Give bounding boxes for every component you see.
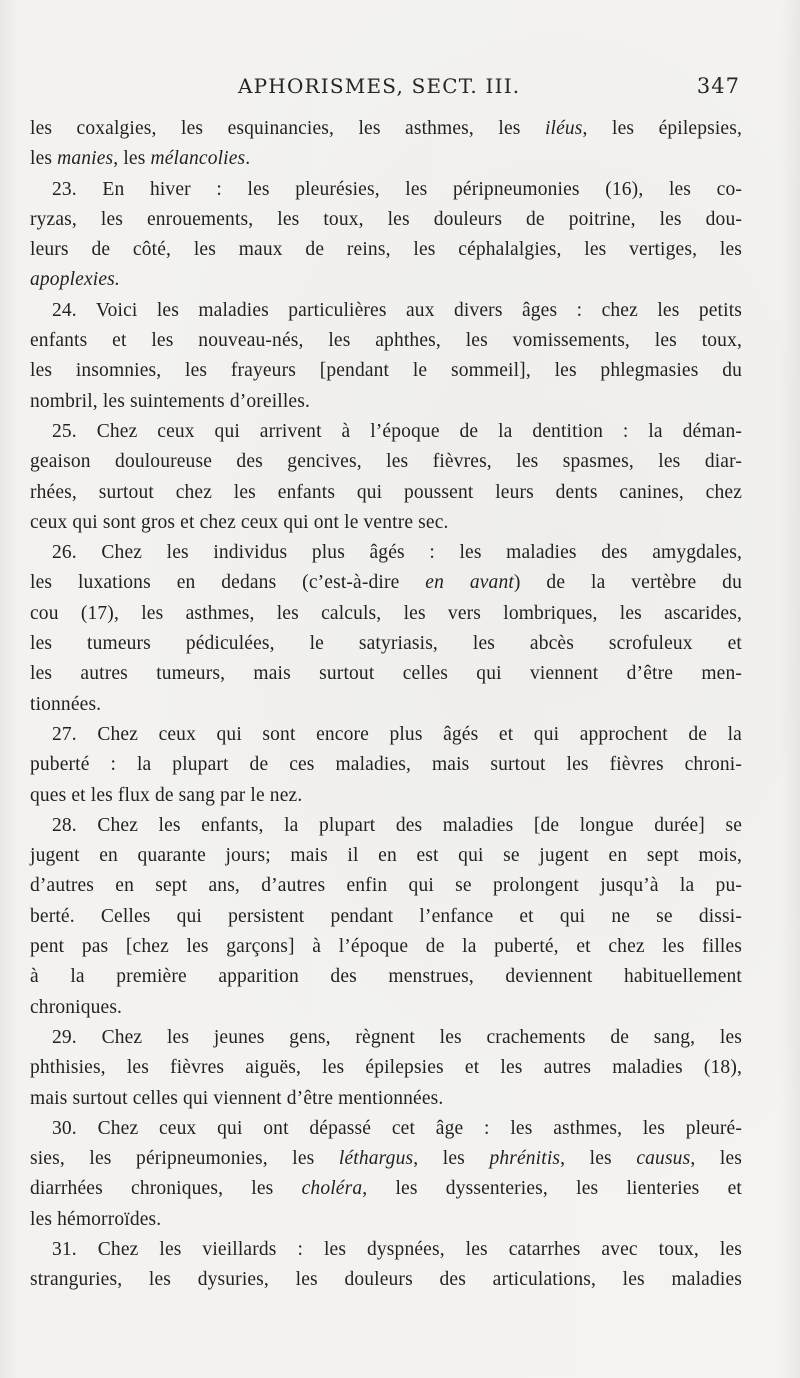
italic-term: iléus xyxy=(544,118,583,139)
text-line: d’autres en sept ans, d’autres enfin qui se prolongent jusqu’à la pu- xyxy=(30,875,742,897)
running-header xyxy=(28,74,740,104)
text-line: cou (17), les asthmes, les calculs, les vers lombriques, les ascarides, xyxy=(30,602,742,624)
text-line: stranguries, les dysuries, les douleurs des articulations, les maladies xyxy=(30,1269,742,1291)
text-line: 28. Chez les enfants, la plupart des maladies [de longue durée] se xyxy=(52,814,742,836)
text-line: 30. Chez ceux qui ont dépassé cet âge : les asthmes, les pleuré- xyxy=(52,1117,742,1139)
text-line: leurs de côté, les maux de reins, les céphalalgies, les vertiges, les xyxy=(30,239,742,261)
text-line: les tumeurs pédiculées, le satyriasis, les abcès scrofuleux et xyxy=(30,633,742,655)
text-line: 29. Chez les jeunes gens, règnent les crachements de sang, les xyxy=(52,1026,742,1048)
text-line: 23. En hiver : les pleurésies, les péripneumonies (16), les co- xyxy=(52,178,742,200)
text-line: apoplexies. xyxy=(30,269,120,291)
text-line: les insomnies, les frayeurs [pendant le sommeil], les phlegmasies du xyxy=(30,360,742,382)
text-line: les autres tumeurs, mais surtout celles qui viennent d’être men- xyxy=(30,663,742,685)
italic-term: phrénitis xyxy=(489,1148,561,1170)
text-line: les hémorroïdes. xyxy=(30,1208,162,1230)
text-line: à la première apparition des menstrues, deviennent habituellement xyxy=(30,966,742,988)
text-line: geaison douloureuse des gencives, les fièvres, les spasmes, les diar- xyxy=(30,451,742,473)
text-line: diarrhées chroniques, les choléra, les dyssenteries, les lienteries et xyxy=(30,1178,742,1200)
italic-term: causus xyxy=(636,1148,691,1170)
text-line: puberté : la plupart de ces maladies, mais surtout les fièvres chroni- xyxy=(30,754,742,776)
italic-term: manies xyxy=(57,148,114,170)
text-line: 31. Chez les vieillards : les dyspnées, les catarrhes avec toux, les xyxy=(52,1238,742,1260)
text-line: tionnées. xyxy=(30,693,102,715)
page-number: 347 xyxy=(696,74,740,98)
text-line: phthisies, les fièvres aiguës, les épilepsies et les autres maladies (18), xyxy=(30,1057,742,1079)
text-line: berté. Celles qui persistent pendant l’enfance et qui ne se dissi- xyxy=(30,905,742,927)
text-line: enfants et les nouveau-nés, les aphthes, les vomissements, les toux, xyxy=(30,330,742,352)
text-line: chroniques. xyxy=(30,996,123,1018)
text-line: sies, les péripneumonies, les léthargus, les phrénitis, les causus, les xyxy=(30,1148,743,1170)
text-line: ques et les flux de sang par le nez. xyxy=(30,784,303,806)
text-line: pent pas [chez les garçons] à l’époque de la puberté, et chez les filles xyxy=(30,936,742,958)
section-title: APHORISMES, SECT. III. xyxy=(238,74,521,98)
text-line: les luxations en dedans (c’est-à-dire en avant) de la vertèbre du xyxy=(30,572,742,594)
text-line: 26. Chez les individus plus âgés : les maladies des amygdales, xyxy=(52,542,742,564)
italic-term: léthargus xyxy=(338,1148,414,1170)
text-line: rhées, surtout chez les enfants qui poussent leurs dents canines, chez xyxy=(30,481,742,503)
text-line: 27. Chez ceux qui sont encore plus âgés et qui approchent de la xyxy=(52,723,742,745)
text-line: les manies, les mélancolies. xyxy=(30,148,251,170)
text-line: les coxalgies, les esquinancies, les asthmes, les iléus, les épilepsies, xyxy=(30,118,742,139)
text-line: 24. Voici les maladies particulières aux divers âges : chez les petits xyxy=(52,299,742,321)
text-line: 25. Chez ceux qui arrivent à l’époque de la dentition : la déman- xyxy=(52,420,742,442)
text-line: ceux qui sont gros et chez ceux qui ont le ventre sec. xyxy=(30,511,449,533)
text-line: mais surtout celles qui viennent d’être mentionnées. xyxy=(30,1087,444,1109)
text-line: jugent en quarante jours; mais il en est qui se jugent en sept mois, xyxy=(30,845,742,867)
text-line: ryzas, les enrouements, les toux, les douleurs de poitrine, les dou- xyxy=(30,208,742,230)
text-line: nombril, les suintements d’oreilles. xyxy=(30,390,310,412)
italic-term: en avant xyxy=(425,572,514,594)
italic-term: mélancolies xyxy=(150,148,246,170)
body-text xyxy=(30,114,742,1296)
italic-term: choléra xyxy=(301,1178,363,1200)
